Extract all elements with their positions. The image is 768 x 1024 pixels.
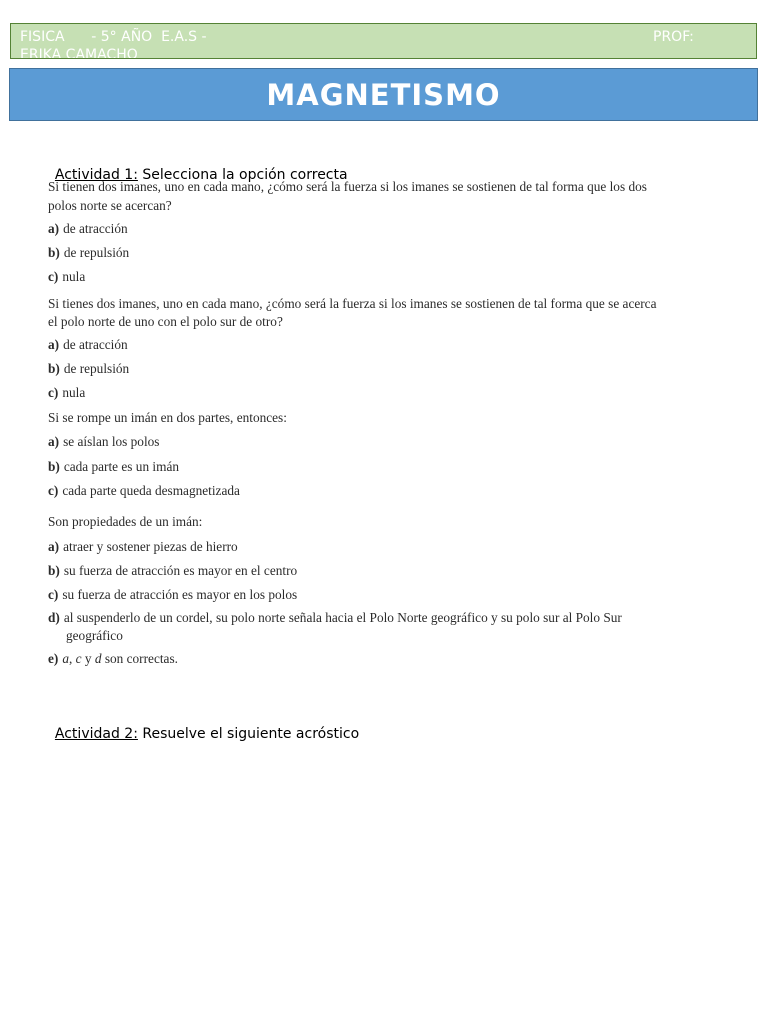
page-title: MAGNETISMO (266, 77, 501, 112)
question-4-option-c (48, 586, 688, 604)
question-4-option-b (48, 562, 688, 580)
option-letter: e) (48, 651, 59, 666)
option-letter: a) (48, 337, 60, 352)
option-text: nula (62, 385, 86, 400)
option-text-continuation: geográfico (66, 628, 123, 643)
option-letter: a) (48, 539, 60, 554)
option-letter: c) (48, 587, 59, 602)
option-italic-c: c (75, 651, 82, 666)
question-2-line-1: Si tienes dos imanes, uno en cada mano, ¿cómo será la fuerza si los imanes se sostienen de tal forma que se acerca (48, 296, 657, 311)
question-1-option-a (48, 220, 688, 238)
question-4-line-1: Son propiedades de un imán: (48, 514, 203, 529)
option-text: de atracción (63, 337, 128, 352)
option-italic-d: d (94, 651, 102, 666)
activity-2-text: Resuelve el siguiente acróstico (137, 726, 360, 742)
option-sep: y (81, 651, 95, 666)
question-1-option-b (48, 244, 688, 262)
option-letter: d) (48, 610, 60, 625)
header-bar (10, 23, 757, 59)
question-4-option-e (48, 650, 688, 668)
header-prof: PROF: (653, 29, 694, 45)
question-3-option-b (48, 458, 688, 476)
option-text: se aíslan los polos (63, 434, 160, 449)
option-letter: a) (48, 221, 60, 236)
title-bar (9, 68, 758, 121)
option-text: de atracción (63, 221, 128, 236)
question-2-option-a (48, 336, 688, 354)
option-letter: c) (48, 483, 59, 498)
header-teacher: ERIKA CAMACHO (20, 47, 138, 59)
activity-2-heading (46, 710, 359, 742)
activity-1-label: Actividad 1: (54, 167, 138, 183)
question-2-option-b (48, 360, 688, 378)
question-4-option-d (48, 609, 688, 645)
option-text: de repulsión (63, 361, 130, 376)
question-3-option-c (48, 482, 688, 500)
option-letter: a) (48, 434, 60, 449)
option-text: su fuerza de atracción es mayor en el centro (63, 563, 298, 578)
question-1-line-1: Si tienen dos imanes, uno en cada mano, ¿cómo será la fuerza si los imanes se sostienen de tal forma que los dos (48, 179, 647, 194)
question-1-line-2: polos norte se acercan? (48, 198, 172, 213)
question-4-option-a (48, 538, 688, 556)
option-text: cada parte queda desmagnetizada (62, 483, 240, 498)
activity-2-label: Actividad 2: (54, 726, 138, 742)
question-1-option-c (48, 268, 688, 286)
option-letter: c) (48, 269, 59, 284)
option-sep: , (69, 651, 76, 666)
activity-1-text: Selecciona la opción correcta (137, 167, 348, 183)
option-text: de repulsión (63, 245, 130, 260)
header-course: FISICA - 5° AÑO E.A.S - (20, 29, 207, 45)
option-text: su fuerza de atracción es mayor en los polos (62, 587, 298, 602)
question-2-line-2: el polo norte de uno con el polo sur de otro? (48, 314, 283, 329)
question-3-line-1: Si se rompe un imán en dos partes, entonces: (48, 410, 287, 425)
option-letter: b) (48, 361, 60, 376)
option-italic-a: a (62, 651, 69, 666)
option-letter: b) (48, 563, 60, 578)
question-2-option-c (48, 384, 688, 402)
option-letter: b) (48, 459, 60, 474)
option-letter: c) (48, 385, 59, 400)
option-text: atraer y sostener piezas de hierro (63, 539, 238, 554)
option-letter: b) (48, 245, 60, 260)
option-text: son correctas. (101, 651, 178, 666)
option-text: cada parte es un imán (63, 459, 180, 474)
option-text: al suspenderlo de un cordel, su polo norte señala hacia el Polo Norte geográfico y su polo sur al Polo Sur (63, 610, 622, 625)
option-text: nula (62, 269, 86, 284)
question-3-option-a (48, 433, 688, 451)
